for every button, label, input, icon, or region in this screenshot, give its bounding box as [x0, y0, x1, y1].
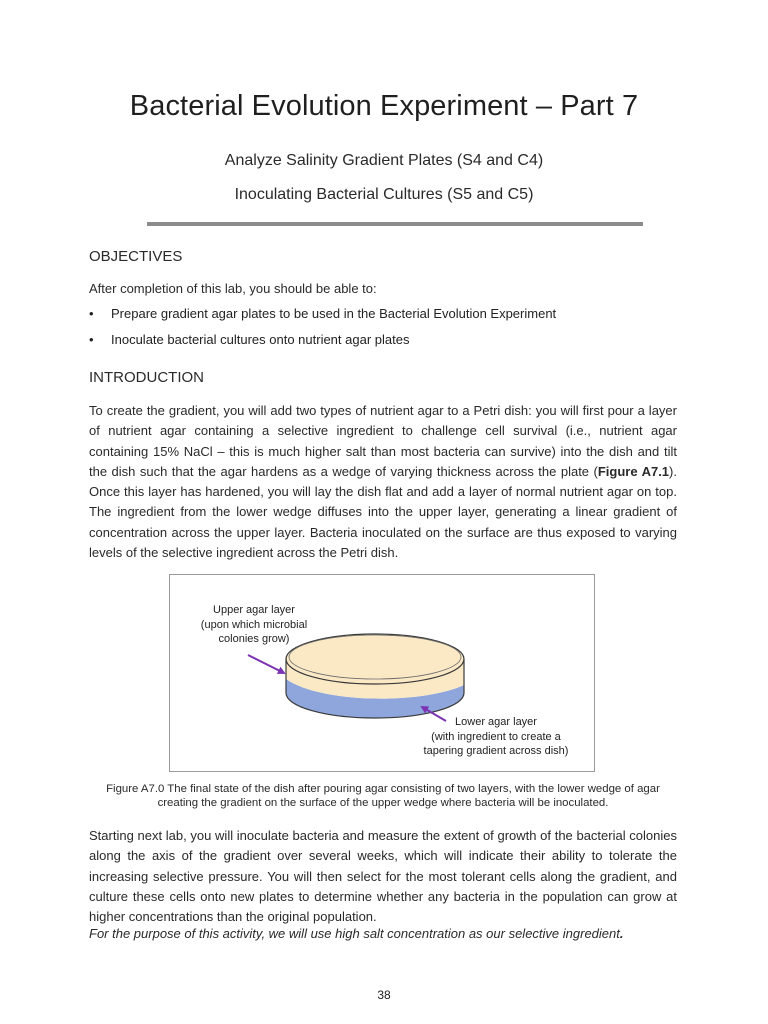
page-number: 38: [377, 988, 391, 1002]
objectives-intro: After completion of this lab, you should be able to:: [89, 281, 377, 296]
lower-label-line: (with ingredient to create a: [431, 730, 561, 743]
next-lab-paragraph: Starting next lab, you will inoculate bacteria and measure the extent of growth of the bacterial colonies along the axis of the gradient over several weeks, which will indicate their ability to tolerate the increasing selective pressure. You will then select for the most tolerant cells along the gradient, and culture these cells onto new plates to determine whether any bacteria in the population can grow at higher concentrations than the original population.: [89, 828, 677, 925]
introduction-heading: INTRODUCTION: [89, 369, 204, 386]
list-item: [89, 305, 679, 331]
lower-label-line: Lower agar layer: [455, 716, 537, 728]
selective-ingredient-note: [89, 926, 677, 941]
upper-label-line: (upon which microbial: [200, 618, 308, 631]
title-divider: [147, 222, 643, 226]
objectives-list: [89, 305, 679, 357]
petri-dish-figure: [169, 574, 595, 772]
upper-layer-arrow: [248, 655, 284, 673]
note-period: .: [619, 926, 624, 941]
bullet-icon: •: [89, 332, 94, 347]
upper-label-line: Upper agar layer: [213, 604, 295, 616]
introduction-paragraph: [89, 401, 677, 563]
intro-text-end: ). Once this layer has hardened, you will lay the dish flat and add a layer of normal nutrient agar on top. The ingredient from the lower wedge diffuses into the upper layer, generating a linear gradient of concentration across the upper layer. Bacteria inoculated on the surface are thus exposed to varying levels of the selective ingredient across the Petri dish.: [89, 463, 677, 561]
list-item: [89, 331, 679, 357]
figure-reference: Figure A7.1: [597, 463, 670, 479]
lower-layer-label: [396, 715, 596, 759]
lower-label-line: tapering gradient across dish): [423, 745, 569, 757]
note-text: For the purpose of this activity, we will use high salt concentration as our selective ingredient: [89, 926, 620, 941]
subtitle-inoculating: Inoculating Bacterial Cultures (S5 and C5): [234, 186, 534, 203]
bullet-icon: •: [89, 306, 94, 321]
upper-layer-label: [190, 603, 318, 647]
objectives-heading: OBJECTIVES: [89, 248, 183, 265]
objective-text: Inoculate bacterial cultures onto nutrient agar plates: [111, 332, 410, 347]
page-title: Bacterial Evolution Experiment – Part 7: [129, 90, 639, 122]
figure-caption: Figure A7.0 The final state of the dish after pouring agar consisting of two layers, with the lower wedge of agar creating the gradient on the surface of the upper wedge where bacteria will be inoculated.: [106, 783, 660, 809]
objective-text: Prepare gradient agar plates to be used in the Bacterial Evolution Experiment: [111, 306, 557, 321]
intro-text-start: To create the gradient, you will add two types of nutrient agar to a Petri dish: you will first pour a layer of nutrient agar containing a selective ingredient to challenge cell survival (i.e., nutrient agar containing 15% NaCl – this is much higher salt than most bacteria can survive) into the dish and tilt the dish such that the agar hardens as a wedge of varying thickness across the plate (: [89, 403, 677, 479]
subtitle-analyze: Analyze Salinity Gradient Plates (S4 and C4): [224, 152, 544, 169]
upper-label-line: colonies grow): [218, 633, 290, 645]
